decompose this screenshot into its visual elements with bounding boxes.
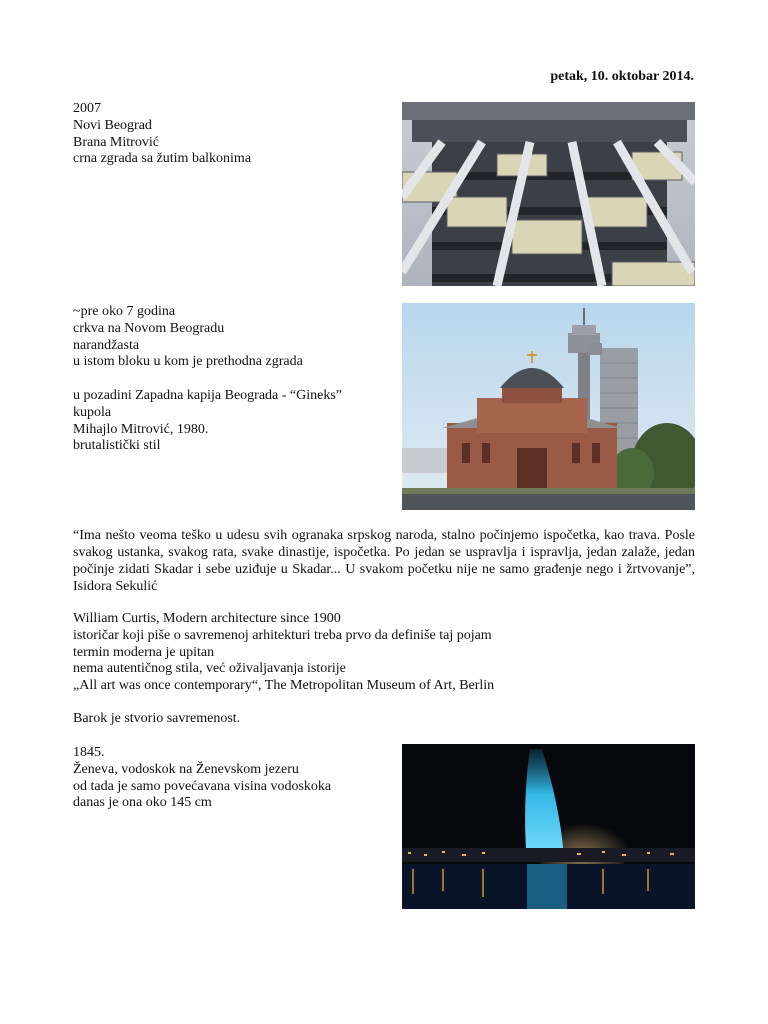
text-line: crkva na Novom Beogradu <box>73 320 225 336</box>
fountain-photo <box>402 744 695 909</box>
section-geneva <box>73 745 331 812</box>
text-line: narandžasta <box>73 337 140 353</box>
church-photo <box>402 303 695 510</box>
text-line: crna zgrada sa žutim balkonima <box>73 151 252 167</box>
text-line: Novi Beograd <box>73 117 152 133</box>
text-line: „All art was once contemporary“, The Metropolitan Museum of Art, Berlin <box>73 678 495 694</box>
text-line: 1845. <box>73 745 105 760</box>
text-line: istoričar koji piše o savremenoj arhitekturi treba prvo da definiše taj pojam <box>73 627 492 643</box>
text-line: u pozadini Zapadna kapija Beograda - “Gineks” <box>73 387 343 403</box>
text-line: William Curtis, Modern architecture since 1900 <box>73 611 341 626</box>
section-2007 <box>73 101 251 168</box>
section-curtis <box>73 611 494 695</box>
text-line: nema autentičnog stila, već oživaljavanja istorije <box>73 661 346 677</box>
text-line: danas je ona oko 145 cm <box>73 795 212 811</box>
text-line: termin moderna je upitan <box>73 644 215 660</box>
text-line: u istom bloku u kom je prethodna zgrada <box>73 354 303 370</box>
baroque-line <box>73 711 240 728</box>
text-line: Ženeva, vodoskok na Ženevskom jezeru <box>73 761 299 777</box>
text-line: Brana Mitrović <box>73 134 159 150</box>
section-church <box>73 304 342 455</box>
text-line: kupola <box>73 404 112 420</box>
sekulic-quote: “Ima nešto veoma teško u udesu svih ogranaka srpskog naroda, stalno počinjemo ispočetka, kao trava. Posle svakog ustanka, svakog rata, svake dinastije, ispočetka. Po jedan se uspravlja i ispravlja, jedan zalaže, jedan počinje zidati Skadar i sebe uziđuje u Skadar... U svakom početku nije ne samo građenje nego i žrtvovanje”, Isidora Sekulić <box>73 528 695 594</box>
document-date: petak, 10. oktobar 2014. <box>550 69 694 84</box>
building-photo <box>402 102 695 286</box>
text-line: od tada je samo povećavana visina vodoskoka <box>73 778 332 794</box>
text-line: brutalistički stil <box>73 438 161 454</box>
text-line: Mihajlo Mitrović, 1980. <box>73 421 209 437</box>
text-line: ~pre oko 7 godina <box>73 304 176 319</box>
text-line: 2007 <box>73 101 101 116</box>
text-line: Barok je stvorio savremenost. <box>73 711 241 726</box>
